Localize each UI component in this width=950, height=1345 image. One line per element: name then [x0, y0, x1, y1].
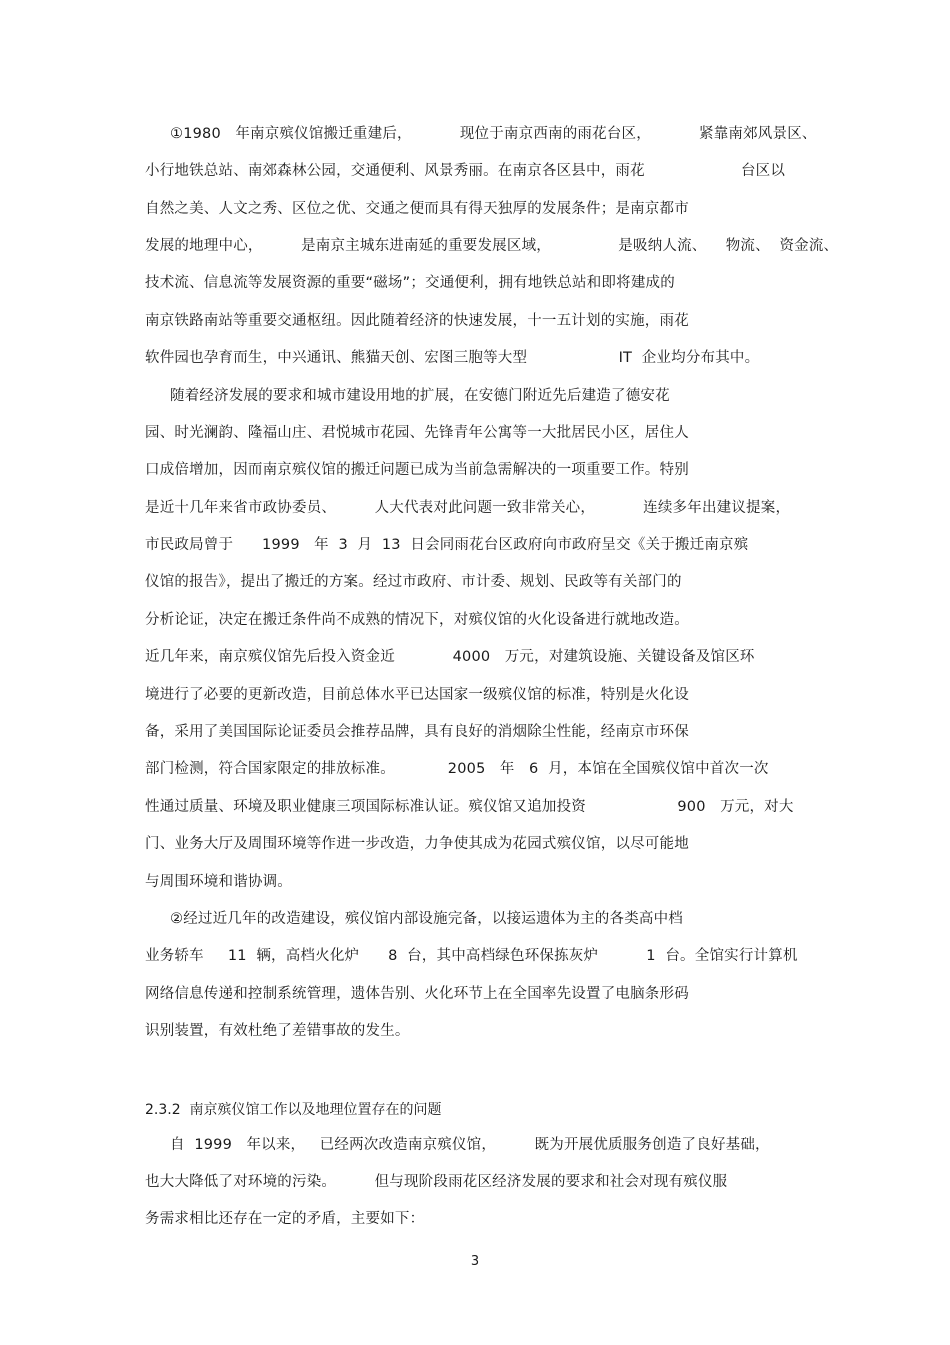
page-number: 3 [470, 1254, 480, 1269]
paragraph-line: 境进行了必要的更新改造，目前总体水平已达国家一级殡仪馆的标准，特别是火化设 [145, 687, 689, 703]
paragraph-line: 门、业务大厅及周围环境等作进一步改造，力争使其成为花园式殡仪馆，以尽可能地 [145, 836, 689, 852]
paragraph-line: 口成倍增加，因而南京殡仪馆的搬迁问题已成为当前急需解决的一项重要工作。特别 [145, 462, 689, 478]
paragraph-line: ①1980 年南京殡仪馆搬迁重建后， 现位于南京西南的雨花台区， 紧靠南郊风景区、 [170, 126, 817, 142]
paragraph-line: 备，采用了美国国际论证委员会推荐品牌，具有良好的消烟除尘性能，经南京市环保 [145, 724, 689, 740]
paragraph-line: 随着经济发展的要求和城市建设用地的扩展，在安德门附近先后建造了德安花 [170, 388, 670, 404]
paragraph-line: 小行地铁总站、南郊森林公园，交通便利、风景秀丽。在南京各区县中，雨花 台区以 [145, 163, 786, 179]
section-heading: 2.3.2 南京殡仪馆工作以及地理位置存在的问题 [145, 1102, 442, 1118]
paragraph-line: 市民政局曾于 1999 年 3 月 13 日会同雨花台区政府向市政府呈交《关于搬迁南京殡 [145, 537, 749, 553]
paragraph-line: 分析论证，决定在搬迁条件尚不成熟的情况下，对殡仪馆的火化设备进行就地改造。 [145, 612, 689, 628]
paragraph-line: 软件园也孕育而生，中兴通讯、熊猫天创、宏图三胞等大型 IT 企业均分布其中。 [145, 350, 760, 366]
paragraph-line: 部门检测，符合国家限定的排放标准。 2005 年 6 月，本馆在全国殡仪馆中首次一次 [145, 761, 769, 777]
paragraph-line: 网络信息传递和控制系统管理，遗体告别、火化环节上在全国率先设置了电脑条形码 [145, 986, 689, 1002]
paragraph-line: 识别装置，有效杜绝了差错事故的发生。 [145, 1023, 410, 1039]
paragraph-line: 自然之美、人文之秀、区位之优、交通之便而具有得天独厚的发展条件；是南京都市 [145, 201, 689, 217]
paragraph-line: 近几年来，南京殡仪馆先后投入资金近 4000 万元，对建筑设施、关键设备及馆区环 [145, 649, 755, 665]
paragraph-line: 业务轿车 11 辆，高档火化炉 8 台，其中高档绿色环保拣灰炉 1 台。全馆实行计算机 [145, 948, 798, 964]
paragraph-line: 性通过质量、环境及职业健康三项国际标准认证。殡仪馆又追加投资 900 万元，对大 [145, 799, 794, 815]
paragraph-line: 务需求相比还存在一定的矛盾，主要如下： [145, 1211, 425, 1227]
paragraph-line: ②经过近几年的改造建设，殡仪馆内部设施完备，以接运遗体为主的各类高中档 [170, 911, 683, 927]
paragraph-line: 发展的地理中心， 是南京主城东进南延的重要发展区域， 是吸纳人流、 物流、 资金流、 [145, 238, 839, 254]
paragraph-line: 南京铁路南站等重要交通枢纽。因此随着经济的快速发展，十一五计划的实施，雨花 [145, 313, 689, 329]
paragraph-line: 自 1999 年以来， 已经两次改造南京殡仪馆， 既为开展优质服务创造了良好基础， [170, 1137, 770, 1153]
paragraph-line: 与周围环境和谐协调。 [145, 874, 292, 890]
paragraph-line: 是近十几年来省市政协委员、 人大代表对此问题一致非常关心， 连续多年出建议提案， [145, 500, 791, 516]
paragraph-line: 技术流、信息流等发展资源的重要“磁场”；交通便利，拥有地铁总站和即将建成的 [145, 275, 675, 291]
paragraph-line: 也大大降低了对环境的污染。 但与现阶段雨花区经济发展的要求和社会对现有殡仪服 [145, 1174, 728, 1190]
paragraph-line: 园、时光澜韵、隆福山庄、君悦城市花园、先锋青年公寓等一大批居民小区，居住人 [145, 425, 689, 441]
paragraph-line: 仪馆的报告》，提出了搬迁的方案。经过市政府、市计委、规划、民政等有关部门的 [145, 574, 682, 590]
